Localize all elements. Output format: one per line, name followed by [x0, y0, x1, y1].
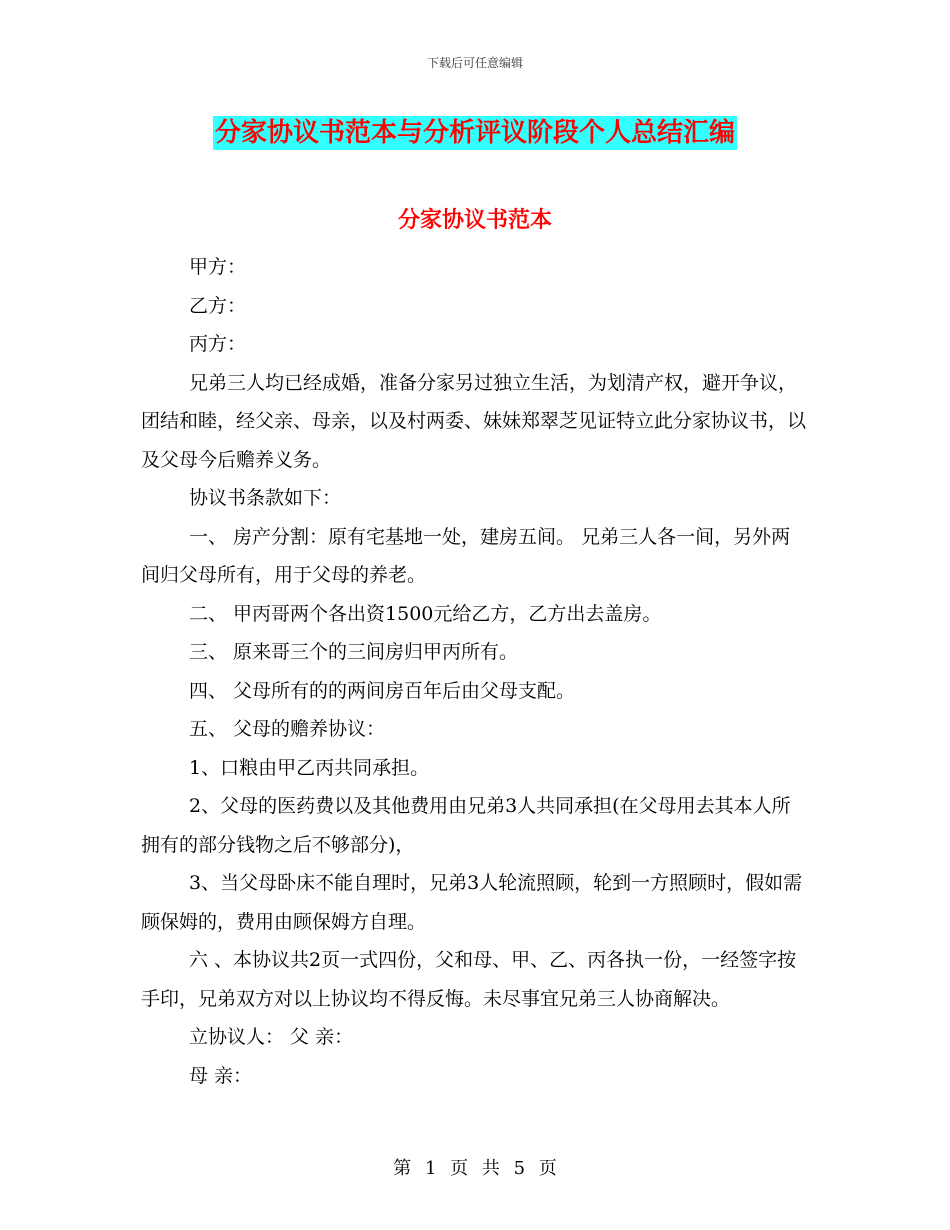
paragraph-party-c: 丙方：: [189, 333, 247, 355]
paragraph-clause-6: 六 、本协议共2页一式四份，父和母、甲、乙、丙各执一份，一经签字按手印，兄弟双方对以上协议均不得反悔。未尽事宜兄弟三人协商解决。: [141, 949, 797, 1010]
highlighted-title-text: 分家协议书范本与分析评议阶段个人总结汇编: [214, 118, 735, 148]
header-note: 下载后可任意编辑: [426, 56, 523, 70]
paragraph-clause-5: 五、 父母的赡养协议：: [189, 718, 386, 740]
paragraph-clause-5-item-2: 2、父母的医药费以及其他费用由兄弟3人共同承担(在父母用去其本人所拥有的部分钱物之后不够部分)，: [141, 795, 791, 856]
paragraph-clause-5-item-3: 3、当父母卧床不能自理时，兄弟3人轮流照顾，轮到一方照顾时，假如需顾保姆的，费用由顾保姆方自理。: [141, 872, 803, 933]
paragraph-clause-2: 二、 甲丙哥两个各出资1500元给乙方，乙方出去盖房。: [189, 602, 662, 625]
paragraph-preamble: 兄弟三人均已经成婚，准备分家另过独立生活，为划清产权，避开争议，团结和睦，经父亲、母亲，以及村两委、妹妹郑翠芝见证特立此分家协议书，以及父母今后赡养义务。: [141, 371, 807, 471]
paragraph-signatory-father: 立协议人： 父 亲：: [189, 1026, 354, 1048]
paragraph-signatory-mother: 母 亲：: [189, 1064, 253, 1087]
document-sub-title: 分家协议书范本: [397, 207, 552, 233]
paragraph-terms-intro: 协议书条款如下：: [189, 487, 342, 509]
paragraph-party-a: 甲方：: [189, 256, 247, 278]
paragraph-clause-3: 三、 原来哥三个的三间房归甲丙所有。: [189, 641, 519, 663]
paragraph-party-b: 乙方：: [189, 294, 247, 317]
document-main-title: [0, 112, 950, 149]
paragraph-clause-1: 一、 房产分割：原有宅基地一处，建房五间。 兄弟三人各一间，另外两间归父母所有，用于父母的养老。: [141, 525, 791, 586]
page-footer: 第 1 页 共 5 页: [393, 1158, 557, 1179]
paragraph-clause-4: 四、 父母所有的的两间房百年后由父母支配。: [189, 679, 576, 702]
document-body: [141, 248, 809, 1095]
paragraph-clause-5-item-1: 1、口粮由甲乙丙共同承担。: [189, 756, 430, 779]
